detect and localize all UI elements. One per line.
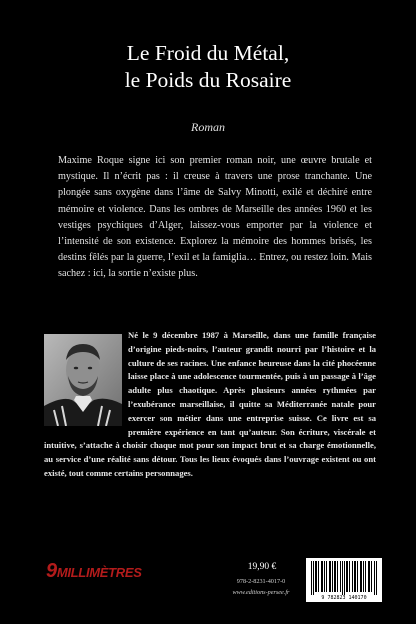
author-bio: Né le 9 décembre 1987 à Marseille, dans une famille française d’origine pieds-noirs, l’auteur grandit nourri par l’histoire et la culture de ses racines. Une enfance heureuse dans la cité phocéenne laisse place à une adolescence tourmentée, puis à un passage à l’âge adulte plus chaotique. Après plusieurs années rythmées par l’exubérance marseillaise, il quitte sa Méditerranée natale pour exercer son métier dans une entreprise suisse. Ce livre est sa première expérience en tant qu’auteur. Son écriture, viscérale et intuitive, s’attache à choisir chaque mot pour son impact brut et sa charge émotionnelle, au service d’une réalité sans détour. Tous les lieux évoqués dans l’ouvrage existent ou ont existé, tout comme certains personnages.: [44, 330, 376, 478]
author-photo: [44, 334, 122, 426]
genre-label: Roman: [191, 120, 225, 134]
isbn-barcode: [306, 558, 382, 602]
book-title: [0, 40, 416, 94]
title-line-1: Le Froid du Métal,: [126, 41, 290, 65]
synopsis-text: Maxime Roque signe ici son premier roman noir, une œuvre brutale et mystique. Il n’écrit pas : il creuse à travers une prose tranchante. Une plongée sans oxygène dans l’âme de Salvy Minotti, exilé et déchiré entre mémoire et violence. Dans les ombres de Marseille des années 1960 et les vestiges psychiques d’Alger, laissez-vous emporter par la violence et l’intensité de son existence. Explorez la mémoire des hommes brisés, les destins fêlés par la guerre, l’exil et la famiglia… Entrez, ou restez loin. Mais sachez : ici, la sortie n’existe plus.: [58, 155, 372, 280]
publisher-logo: [46, 560, 152, 582]
publisher-logo-word: MILLIMÈTRES: [56, 565, 142, 580]
isbn-label: 978-2-8231-4017-0: [236, 578, 286, 585]
publisher-website: www.editions-persee.fr: [232, 589, 290, 596]
title-line-2: le Poids du Rosaire: [124, 68, 292, 92]
barcode-digits: 9 782823 140170: [321, 595, 367, 601]
price-label: 19,90 €: [247, 562, 277, 572]
publisher-logo-numeral: 9: [46, 560, 57, 582]
